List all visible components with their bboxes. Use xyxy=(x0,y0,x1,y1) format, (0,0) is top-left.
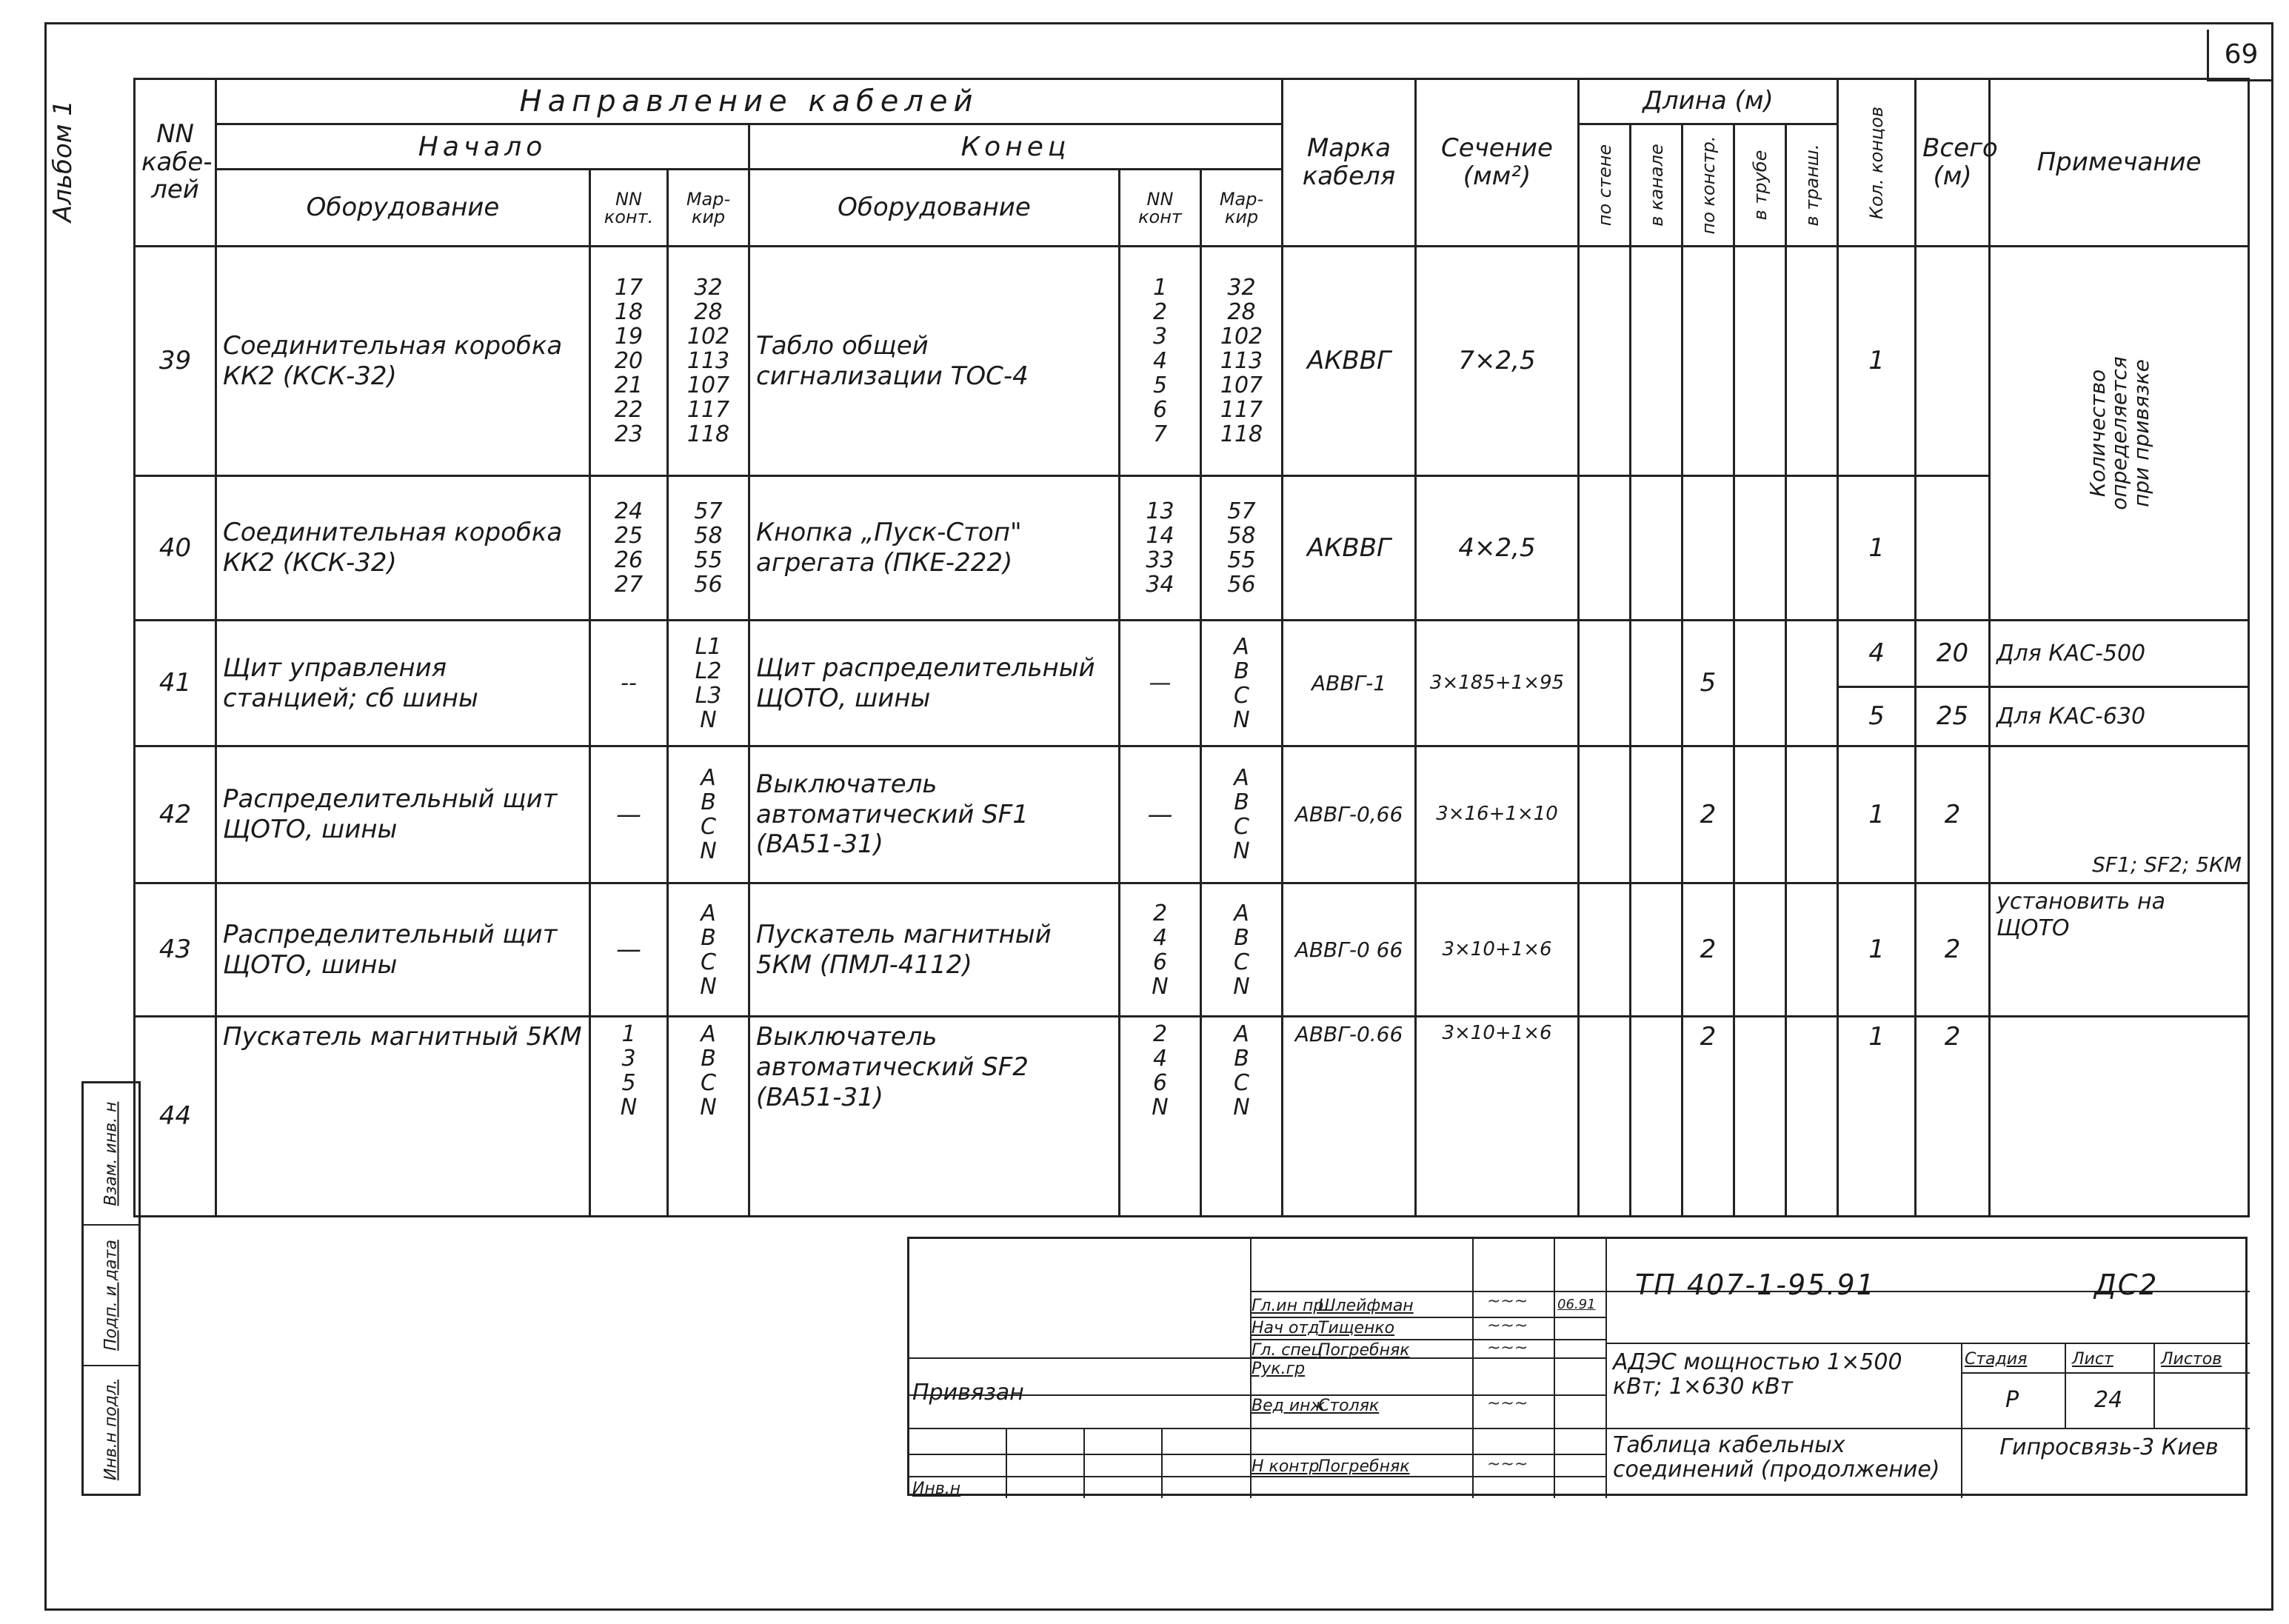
end-contacts: 13 14 33 34 xyxy=(1120,476,1201,621)
side-stamp-text: Инв.н подл. xyxy=(101,1379,121,1481)
header-cable-brand: Марка кабеля xyxy=(1283,79,1416,247)
object-title: АДЭС мощностью 1×500 кВт; 1×630 кВт xyxy=(1613,1349,1902,1400)
doc-mark: ДС2 xyxy=(2094,1269,2159,1301)
side-stamp-text: Взам. инв. н xyxy=(101,1101,121,1206)
note-merged-text: Количество определяется при привязке xyxy=(2085,356,2153,510)
signature: ~~~ xyxy=(1487,1394,1528,1413)
total-length: 2 xyxy=(1916,746,1990,883)
divider xyxy=(2153,1343,2155,1428)
len-trench xyxy=(1786,247,1838,476)
cable-section: 3×10+1×6 xyxy=(1416,883,1579,1017)
divider xyxy=(1161,1428,1163,1498)
note-merged xyxy=(1990,247,2249,621)
ends-count: 1 xyxy=(1838,1017,1916,1217)
len-wall xyxy=(1579,247,1631,476)
divider xyxy=(1472,1239,1474,1498)
role-label: Вед инж xyxy=(1252,1397,1326,1415)
end-marks: A B C N xyxy=(1201,1017,1283,1217)
ends-count: 1 xyxy=(1838,247,1916,476)
end-marks: 57 58 55 56 xyxy=(1201,476,1283,621)
signature: ~~~ xyxy=(1487,1339,1528,1357)
side-stamp-text: Подп. и дата xyxy=(101,1240,121,1351)
stage-label: Стадия xyxy=(1965,1350,2028,1369)
cable-num: 43 xyxy=(135,883,216,1017)
person-name: Тищенко xyxy=(1318,1319,1395,1337)
len-constr xyxy=(1683,247,1734,476)
start-contacts: 17 18 19 20 21 22 23 xyxy=(590,247,668,476)
len-wall xyxy=(1579,621,1631,746)
start-equipment: Щит управления станцией; сб шины xyxy=(216,621,590,746)
start-contacts: — xyxy=(590,883,668,1017)
cable-brand: АВВГ-0,66 xyxy=(1283,746,1416,883)
len-pipe xyxy=(1734,621,1786,746)
total-length: 20 xyxy=(1916,621,1990,687)
cable-section: 4×2,5 xyxy=(1416,476,1579,621)
divider xyxy=(909,1476,1605,1477)
start-equipment: Распределительный щит ЩОТО, шины xyxy=(216,746,590,883)
cable-brand: АКВВГ xyxy=(1283,247,1416,476)
total-length: 2 xyxy=(1916,1017,1990,1217)
header-len-pipe xyxy=(1734,124,1786,247)
header-length: Длина (м) xyxy=(1579,79,1838,124)
person-name: Погребняк xyxy=(1318,1457,1410,1476)
len-constr xyxy=(1683,476,1734,621)
cable-section: 3×10+1×6 xyxy=(1416,1017,1579,1217)
doc-code: ТП 407-1-95.91 xyxy=(1635,1269,1876,1301)
len-constr: 2 xyxy=(1683,883,1734,1017)
end-equipment: Щит распределительный ЩОТО, шины xyxy=(749,621,1120,746)
total-length: 25 xyxy=(1916,687,1990,746)
signature: ~~~ xyxy=(1487,1292,1528,1311)
end-equipment: Табло общей сигнализации ТОС-4 xyxy=(749,247,1120,476)
signature: ~~~ xyxy=(1487,1317,1528,1335)
len-pipe xyxy=(1734,1017,1786,1217)
header-equipment-start: Оборудование xyxy=(216,170,590,247)
organization: Гипросвязь-3 Киев xyxy=(1999,1434,2219,1460)
divider xyxy=(1605,1239,1607,1498)
cable-section: 3×16+1×10 xyxy=(1416,746,1579,883)
header-contacts-start: NN конт. xyxy=(590,170,668,247)
cable-section: 3×185+1×95 xyxy=(1416,621,1579,746)
header-ends xyxy=(1838,79,1916,247)
len-constr: 2 xyxy=(1683,746,1734,883)
header-len-trench xyxy=(1786,124,1838,247)
end-contacts: — xyxy=(1120,746,1201,883)
note: Для КАС-500 xyxy=(1990,621,2249,687)
ends-count: 1 xyxy=(1838,746,1916,883)
start-equipment: Пускатель магнитный 5КМ xyxy=(216,1017,590,1217)
header-len-text: по констр. xyxy=(1697,136,1719,235)
header-total: Всего (м) xyxy=(1916,79,1990,247)
len-wall xyxy=(1579,746,1631,883)
role-label: Гл. спец xyxy=(1252,1341,1323,1360)
start-contacts: 1 3 5 N xyxy=(590,1017,668,1217)
end-marks: A B C N xyxy=(1201,746,1283,883)
len-channel xyxy=(1631,476,1683,621)
len-trench xyxy=(1786,1017,1838,1217)
len-wall xyxy=(1579,476,1631,621)
end-contacts: 2 4 6 N xyxy=(1120,1017,1201,1217)
ends-count: 5 xyxy=(1838,687,1916,746)
inv-label: Инв.н xyxy=(912,1480,961,1498)
start-equipment: Распределительный щит ЩОТО, шины xyxy=(216,883,590,1017)
side-stamp-cell xyxy=(84,1365,138,1494)
sheet-title: Таблица кабельных соединений (продолжение) xyxy=(1613,1432,1940,1483)
len-constr: 2 xyxy=(1683,1017,1734,1217)
len-trench xyxy=(1786,883,1838,1017)
start-marks: L1 L2 L3 N xyxy=(668,621,749,746)
end-contacts: 2 4 6 N xyxy=(1120,883,1201,1017)
len-pipe xyxy=(1734,247,1786,476)
sheets-label: Листов xyxy=(2161,1350,2222,1369)
total-length: 2 xyxy=(1916,883,1990,1017)
divider xyxy=(2065,1343,2066,1428)
header-note: Примечание xyxy=(1990,79,2249,247)
total-length xyxy=(1916,247,1990,476)
divider xyxy=(1961,1343,1962,1498)
header-marking-start: Мар- кир xyxy=(668,170,749,247)
header-section: Сечение (мм²) xyxy=(1416,79,1579,247)
ends-count: 4 xyxy=(1838,621,1916,687)
len-trench xyxy=(1786,746,1838,883)
divider xyxy=(1083,1428,1085,1498)
len-wall xyxy=(1579,1017,1631,1217)
start-marks: 57 58 55 56 xyxy=(668,476,749,621)
table-row xyxy=(135,1017,2249,1217)
header-ends-text: Кол. концов xyxy=(1866,106,1888,219)
cable-section: 7×2,5 xyxy=(1416,247,1579,476)
end-equipment: Выключатель автоматический SF1 (ВА51-31) xyxy=(749,746,1120,883)
person-name: Столяк xyxy=(1318,1397,1380,1415)
end-equipment: Пускатель магнитный 5КМ (ПМЛ-4112) xyxy=(749,883,1120,1017)
cable-num: 41 xyxy=(135,621,216,746)
header-equipment-end: Оборудование xyxy=(749,170,1120,247)
divider xyxy=(1961,1372,2250,1374)
divider xyxy=(1554,1239,1555,1498)
album-label: Альбом 1 xyxy=(48,100,78,222)
end-marks: A B C N xyxy=(1201,883,1283,1017)
cable-brand: АКВВГ xyxy=(1283,476,1416,621)
start-equipment: Соединительная коробка КК2 (КСК-32) xyxy=(216,476,590,621)
len-trench xyxy=(1786,621,1838,746)
cable-brand: АВВГ-1 xyxy=(1283,621,1416,746)
start-marks: A B C N xyxy=(668,1017,749,1217)
header-len-text: по стене xyxy=(1594,144,1615,227)
header-cable-num: NN кабе- лей xyxy=(135,79,216,247)
start-marks: A B C N xyxy=(668,883,749,1017)
total-length xyxy=(1916,476,1990,621)
cable-table xyxy=(133,78,2250,1217)
header-end: Конец xyxy=(749,124,1283,170)
header-len-text: в транш. xyxy=(1801,144,1822,227)
sheet-label: Лист xyxy=(2072,1350,2113,1369)
len-channel xyxy=(1631,247,1683,476)
start-contacts: 24 25 26 27 xyxy=(590,476,668,621)
table-row xyxy=(135,247,2249,476)
len-channel xyxy=(1631,883,1683,1017)
divider xyxy=(1250,1339,1605,1340)
start-marks: 32 28 102 113 107 117 118 xyxy=(668,247,749,476)
end-contacts: — xyxy=(1120,621,1201,746)
sheet-number: 69 xyxy=(2207,30,2273,81)
table-row xyxy=(135,883,2249,1017)
len-constr: 5 xyxy=(1683,621,1734,746)
side-stamp-cell xyxy=(84,1224,138,1365)
title-block xyxy=(907,1237,2248,1496)
len-pipe xyxy=(1734,476,1786,621)
start-equipment: Соединительная коробка КК2 (КСК-32) xyxy=(216,247,590,476)
start-marks: A B C N xyxy=(668,746,749,883)
end-equipment: Кнопка „Пуск-Стоп" агрегата (ПКЕ-222) xyxy=(749,476,1120,621)
cable-brand: АВВГ-0 66 xyxy=(1283,883,1416,1017)
role-label: Гл.ин пр. xyxy=(1252,1297,1329,1315)
header-contacts-end: NN конт xyxy=(1120,170,1201,247)
header-len-channel xyxy=(1631,124,1683,247)
len-channel xyxy=(1631,621,1683,746)
start-contacts: -- xyxy=(590,621,668,746)
header-direction: Направление кабелей xyxy=(216,79,1283,124)
note: установить на ЩОТО xyxy=(1990,883,2249,1017)
end-marks: A B C N xyxy=(1201,621,1283,746)
note xyxy=(1990,1017,2249,1217)
signature: ~~~ xyxy=(1487,1455,1528,1474)
len-wall xyxy=(1579,883,1631,1017)
header-len-wall xyxy=(1579,124,1631,247)
divider xyxy=(1250,1317,1605,1318)
end-equipment: Выключатель автоматический SF2 (ВА51-31) xyxy=(749,1017,1120,1217)
len-pipe xyxy=(1734,883,1786,1017)
table-row xyxy=(135,621,2249,687)
role-label: Нач отд xyxy=(1252,1319,1320,1337)
bound-label: Привязан xyxy=(912,1380,1024,1406)
start-contacts: — xyxy=(590,746,668,883)
len-pipe xyxy=(1734,746,1786,883)
table-row xyxy=(135,476,2249,621)
side-stamp xyxy=(81,1081,141,1496)
end-marks: 32 28 102 113 107 117 118 xyxy=(1201,247,1283,476)
len-channel xyxy=(1631,1017,1683,1217)
side-stamp-cell xyxy=(84,1083,138,1224)
ends-count: 1 xyxy=(1838,883,1916,1017)
end-contacts: 1 2 3 4 5 6 7 xyxy=(1120,247,1201,476)
header-len-text: в трубе xyxy=(1749,150,1771,221)
cable-num: 39 xyxy=(135,247,216,476)
cable-brand: АВВГ-0.66 xyxy=(1283,1017,1416,1217)
role-label: Н контр xyxy=(1252,1457,1320,1476)
header-marking-end: Мар- кир xyxy=(1201,170,1283,247)
header-start: Начало xyxy=(216,124,749,170)
role-label: Рук.гр xyxy=(1252,1360,1306,1378)
person-name: Шлейфман xyxy=(1318,1297,1414,1315)
header-len-constr xyxy=(1683,124,1734,247)
header-len-text: в канале xyxy=(1645,144,1667,227)
divider xyxy=(1006,1428,1007,1498)
cable-num: 42 xyxy=(135,746,216,883)
signature-date: 06.91 xyxy=(1557,1297,1596,1312)
len-trench xyxy=(1786,476,1838,621)
len-channel xyxy=(1631,746,1683,883)
stage-value: Р xyxy=(2005,1387,2019,1413)
ends-count: 1 xyxy=(1838,476,1916,621)
note: SF1; SF2; 5КМ xyxy=(1990,746,2249,883)
note: Для КАС-630 xyxy=(1990,687,2249,746)
cable-num: 44 xyxy=(135,1017,216,1217)
sheet-value: 24 xyxy=(2094,1387,2123,1413)
table-row xyxy=(135,746,2249,883)
person-name: Погребняк xyxy=(1318,1341,1410,1360)
cable-num: 40 xyxy=(135,476,216,621)
divider xyxy=(909,1428,2250,1429)
